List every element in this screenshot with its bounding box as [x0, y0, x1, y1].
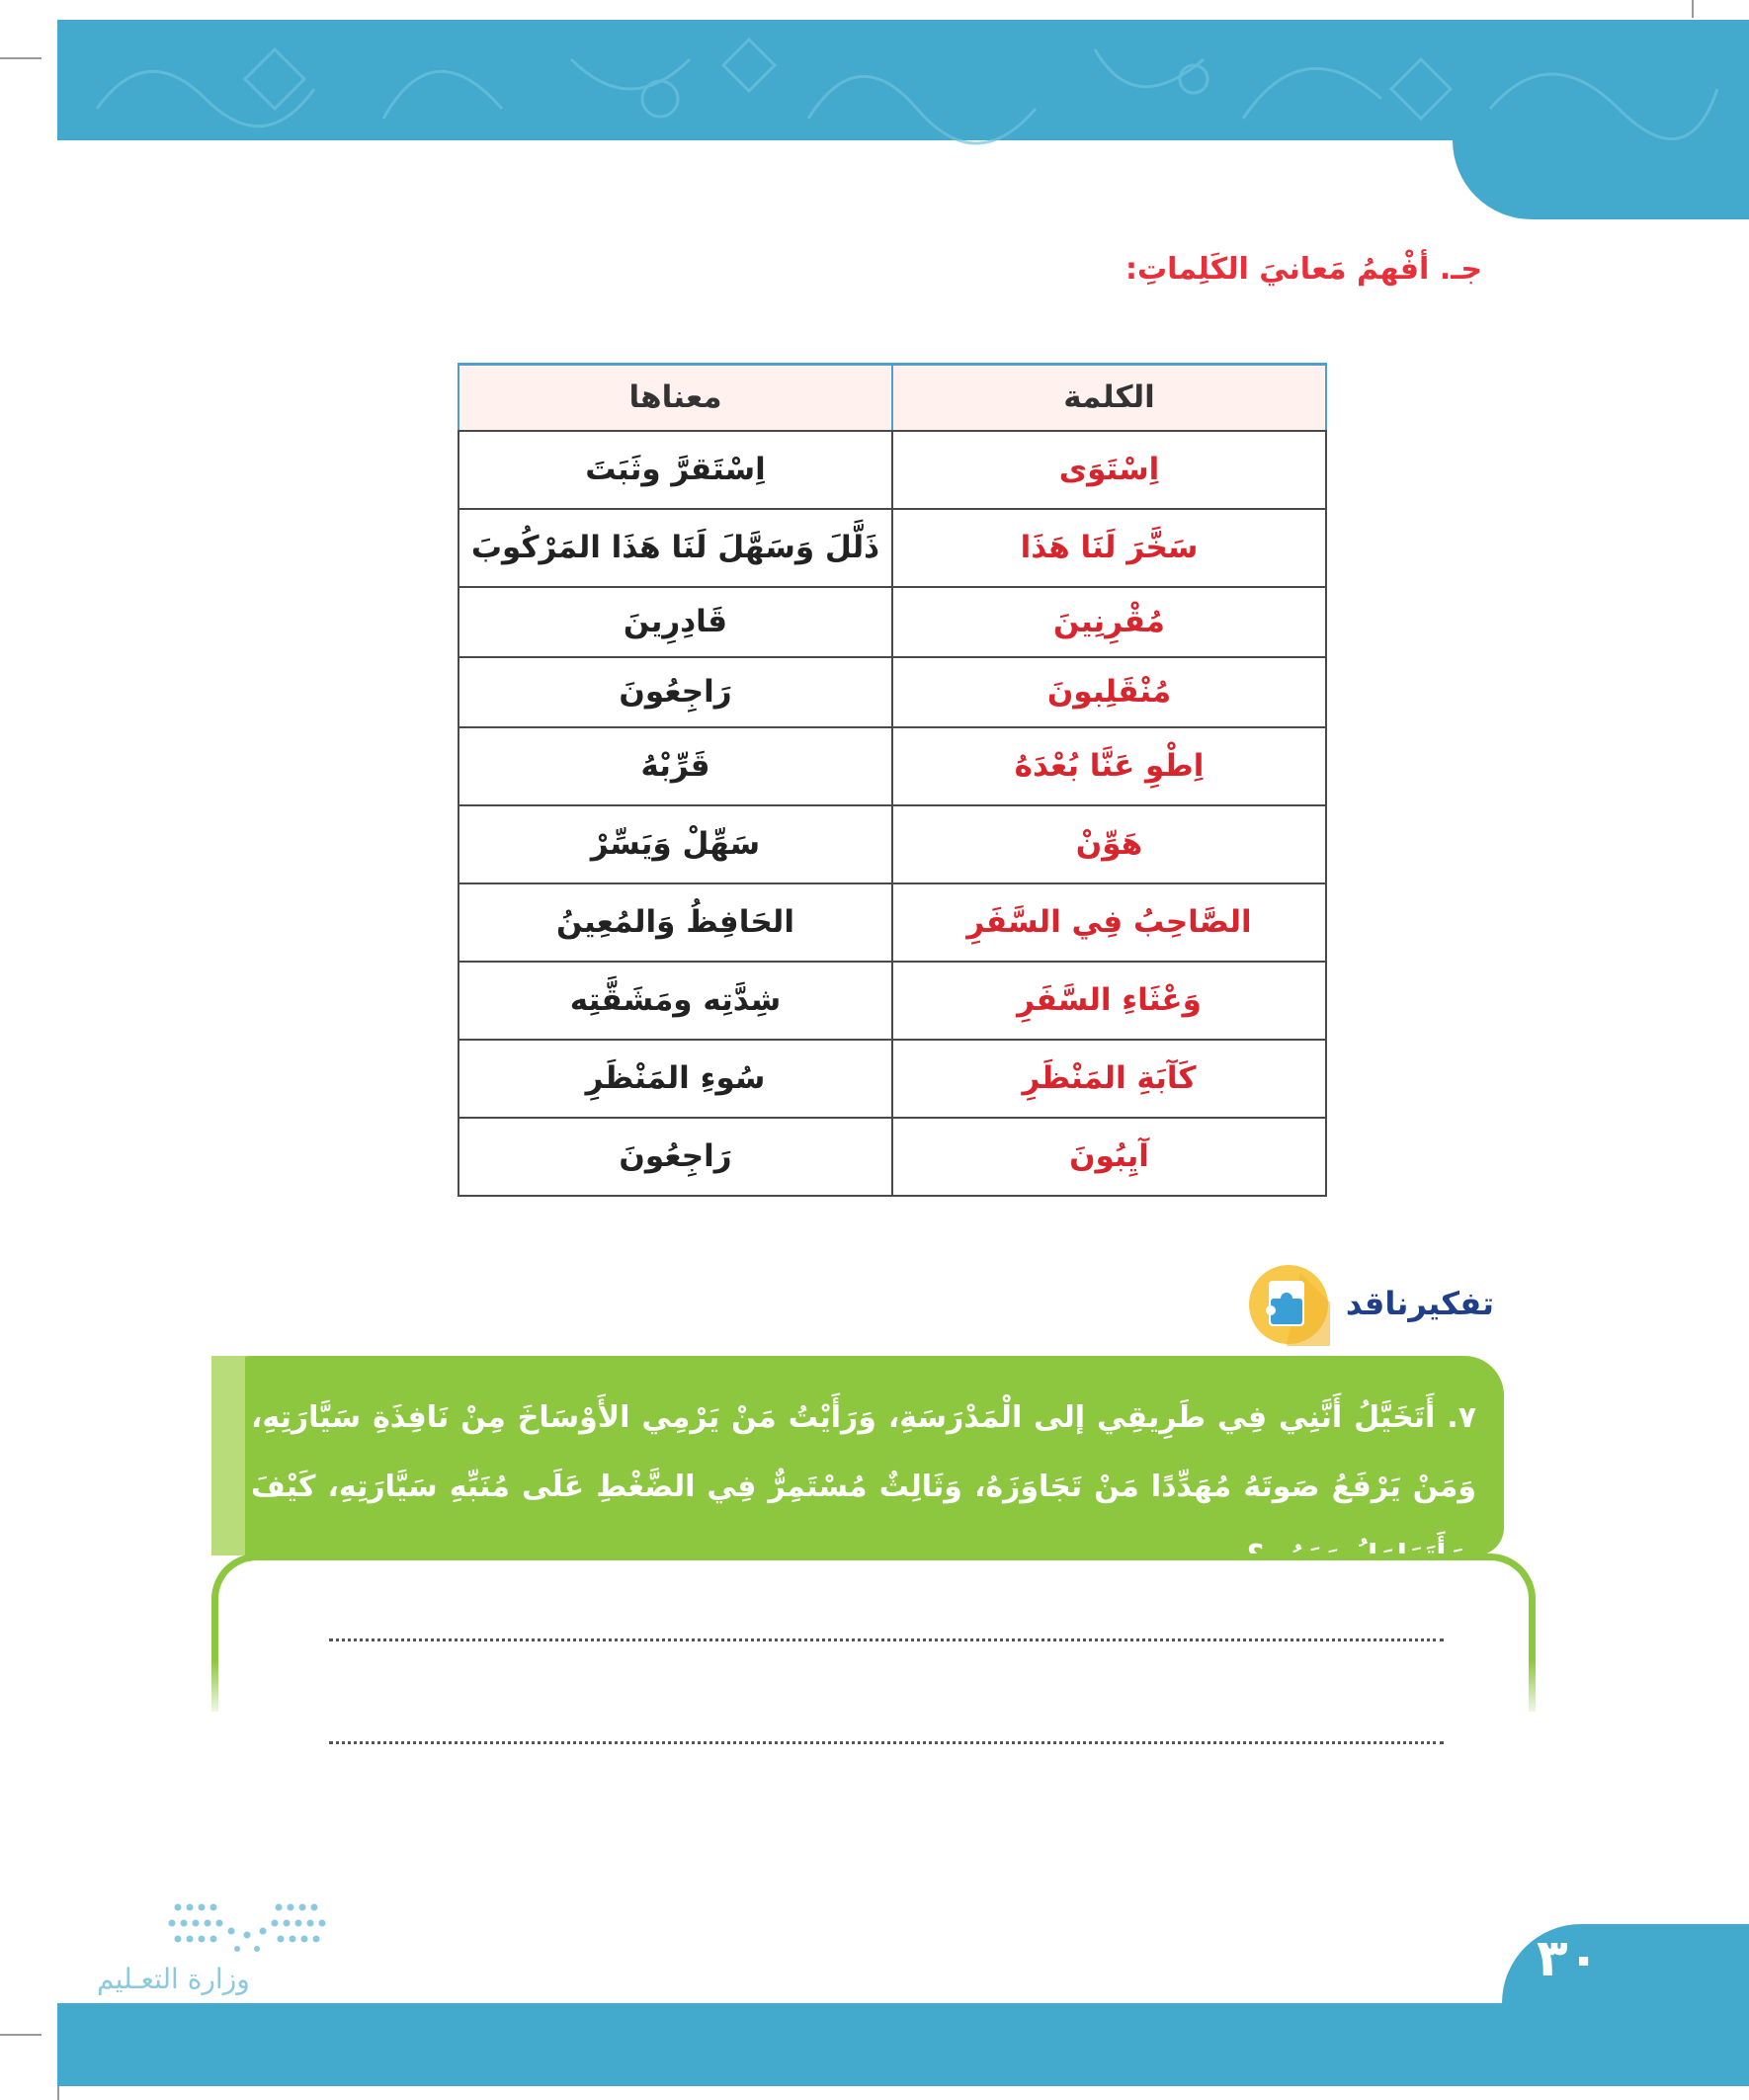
footer-band	[57, 2003, 1749, 2086]
ministry-logo-icon	[168, 1897, 326, 1959]
header-meaning: معناها	[458, 365, 892, 431]
word-cell: الصَّاحِبُ فِي السَّفَرِ	[892, 883, 1326, 962]
meaning-cell: سَهِّلْ وَيَسِّرْ	[458, 805, 892, 883]
question-box-strip	[211, 1356, 245, 1555]
meaning-cell: اِسْتَقرَّ وثَبَتَ	[458, 431, 892, 509]
calligraphy-pattern-icon	[57, 20, 1749, 140]
crop-mark	[1692, 0, 1694, 18]
table-row	[458, 962, 1326, 1040]
page-number: ٣٠	[1537, 1929, 1600, 1988]
table-row	[458, 509, 1326, 587]
word-cell: وَعْثَاءِ السَّفَرِ	[892, 962, 1326, 1040]
meaning-cell: قَرِّبْهُ	[458, 727, 892, 805]
meaning-cell: الحَافِظُ وَالمُعِينُ	[458, 883, 892, 962]
table-row	[458, 727, 1326, 805]
crop-mark	[0, 57, 42, 59]
meaning-cell: سُوءِ المَنْظَرِ	[458, 1040, 892, 1118]
word-cell: كَآبَةِ المَنْظَرِ	[892, 1040, 1326, 1118]
header-word: الكلمة	[892, 365, 1326, 431]
answer-frame-fade	[203, 1660, 1546, 1720]
ministry-name: وزارة التعـليم	[97, 1963, 250, 1995]
question-box	[211, 1356, 1504, 1573]
table-header-row	[458, 365, 1326, 431]
table-row	[458, 657, 1326, 727]
meaning-cell: رَاجِعُونَ	[458, 657, 892, 727]
meaning-cell: قَادِرِينَ	[458, 587, 892, 657]
table-row	[458, 805, 1326, 883]
word-cell: مُقْرِنِينَ	[892, 587, 1326, 657]
table-row	[458, 1118, 1326, 1196]
word-cell: اِسْتَوَى	[892, 431, 1326, 509]
word-cell: مُنْقَلِبونَ	[892, 657, 1326, 727]
table-row	[458, 587, 1326, 657]
word-cell: آيِبُونَ	[892, 1118, 1326, 1196]
section-title: جـ. أفْهمُ مَعانيَ الكَلِماتِ:	[1124, 252, 1482, 287]
word-cell: اِطْوِ عَنَّا بُعْدَهُ	[892, 727, 1326, 805]
table-row	[458, 1040, 1326, 1118]
question-text: ٧. أَتَخَيَّلُ أَنَّنِي فِي طَرِيقِي إلى الْمَدْرَسَةِ، وَرَأَيْتُ مَنْ يَرْمِي الأَوْسَاخَ مِنْ نَافِذَةِ سَيَّارَتِهِ، وَمَنْ يَرْفَعُ صَوتَهُ مُهَدِّدًا مَنْ تَجَاوَزَهُ، وَثَالِثٌ مُسْتَمِرٌّ فِي الضَّغْطِ عَلَى مُنَبِّهِ سَيَّارَتِهِ، كَيْفَ سَأَتَعَامَلُ مَعَهُم؟	[251, 1400, 1476, 1573]
meaning-cell: ذَلَّلَ وَسَهَّلَ لَنَا هَذَا المَرْكُوبَ	[458, 509, 892, 587]
crop-mark	[0, 2034, 42, 2036]
answer-line[interactable]	[329, 1741, 1444, 1744]
meaning-cell: شِدَّتِه ومَشَقَّتِه	[458, 962, 892, 1040]
header-band	[57, 20, 1749, 140]
puzzle-icon	[1247, 1263, 1330, 1346]
table-row	[458, 883, 1326, 962]
answer-line[interactable]	[329, 1638, 1444, 1641]
table-row	[458, 431, 1326, 509]
word-cell: هَوِّنْ	[892, 805, 1326, 883]
word-cell: سَخَّرَ لَنَا هَذَا	[892, 509, 1326, 587]
vocabulary-table	[458, 363, 1327, 1197]
critical-thinking-label: تفكيرناقد	[1345, 1285, 1494, 1322]
header-curve	[1453, 140, 1749, 219]
meaning-cell: رَاجِعُونَ	[458, 1118, 892, 1196]
